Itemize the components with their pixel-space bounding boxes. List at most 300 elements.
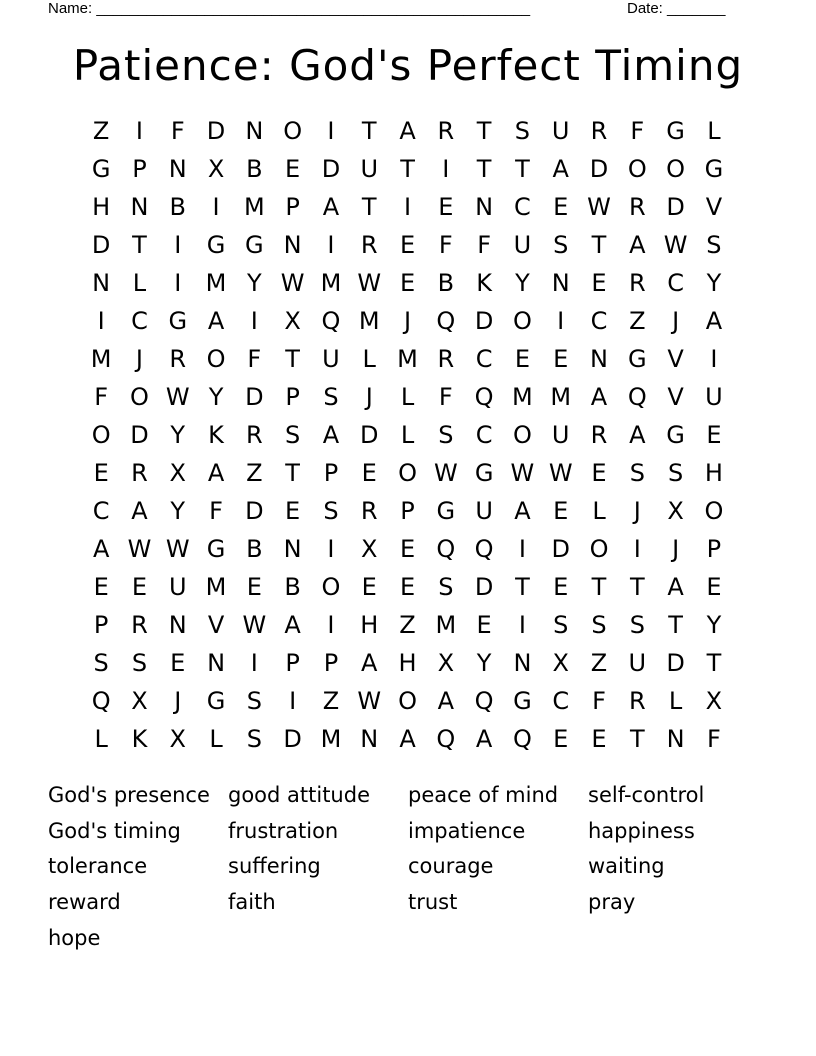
grid-letter[interactable]: L [668,687,683,715]
grid-letter[interactable]: T [132,231,147,259]
grid-letter[interactable]: V [667,383,684,411]
grid-letter[interactable]: W [357,687,382,715]
grid-letter[interactable]: E [361,573,377,601]
grid-letter[interactable]: U [551,117,570,145]
grid-letter[interactable]: A [322,421,340,449]
grid-letter[interactable]: G [206,687,226,715]
grid-letter[interactable]: L [94,725,108,753]
grid-letter[interactable]: U [513,231,532,259]
grid-letter[interactable]: Q [321,307,341,335]
grid-letter[interactable]: G [206,231,226,259]
grid-letter[interactable]: P [706,535,722,563]
grid-letter[interactable]: K [131,725,148,753]
grid-letter[interactable]: E [93,573,109,601]
grid-letter[interactable]: M [320,725,342,753]
grid-letter[interactable]: S [323,497,339,525]
grid-letter[interactable]: T [361,193,377,221]
grid-letter[interactable]: A [514,497,531,525]
grid-letter[interactable]: W [510,459,535,487]
grid-letter[interactable]: X [284,307,301,335]
grid-letter[interactable]: R [360,231,378,259]
grid-letter[interactable]: O [512,421,532,449]
grid-letter[interactable]: M [512,383,533,411]
grid-letter[interactable]: G [206,535,226,563]
grid-letter[interactable]: A [705,307,723,335]
grid-letter[interactable]: U [322,345,340,373]
grid-letter[interactable]: D [474,307,494,335]
grid-letter[interactable]: N [666,725,685,753]
grid-letter[interactable]: D [589,155,609,183]
grid-letter[interactable]: T [515,573,530,601]
grid-letter[interactable]: A [399,725,416,753]
word-list-item: faith [228,890,276,915]
grid-letter[interactable]: E [553,725,569,753]
grid-letter[interactable]: T [591,573,607,601]
grid-letter[interactable]: X [169,459,186,487]
grid-letter[interactable]: F [209,497,223,525]
grid-letter[interactable]: Y [247,269,262,297]
word-list-item: happiness [588,818,695,843]
grid-letter[interactable]: F [438,383,453,411]
grid-letter[interactable]: E [706,573,722,601]
grid-letter[interactable]: C [514,193,531,221]
grid-letter[interactable]: V [207,611,225,639]
grid-letter[interactable]: H [92,193,111,221]
grid-letter[interactable]: G [628,345,647,373]
grid-letter[interactable]: A [437,687,455,715]
grid-letter[interactable]: A [399,117,416,145]
grid-letter[interactable]: S [591,611,607,639]
grid-letter[interactable]: S [629,459,645,487]
grid-letter[interactable]: K [476,269,492,297]
grid-letter[interactable]: E [399,269,416,297]
grid-letter[interactable]: E [131,573,148,601]
grid-letter[interactable]: D [321,155,341,183]
grid-letter[interactable]: J [403,307,412,335]
grid-letter[interactable]: Q [436,725,456,753]
grid-letter[interactable]: R [131,459,148,487]
grid-letter[interactable]: E [553,497,569,525]
grid-letter[interactable]: W [357,269,382,297]
grid-letter[interactable]: Q [436,307,456,335]
grid-letter[interactable]: W [587,193,611,221]
grid-letter[interactable]: E [361,459,377,487]
grid-letter[interactable]: I [403,193,412,221]
grid-letter[interactable]: D [551,535,570,563]
grid-letter[interactable]: I [174,269,182,297]
grid-letter[interactable]: F [706,725,721,753]
grid-letter[interactable]: W [165,535,190,563]
grid-letter[interactable]: D [91,231,111,259]
grid-letter[interactable]: U [360,155,379,183]
grid-letter[interactable]: D [666,193,685,221]
grid-letter[interactable]: O [283,117,303,145]
grid-letter[interactable]: R [131,611,148,639]
grid-letter[interactable]: O [627,155,647,183]
grid-letter[interactable]: I [212,193,220,221]
grid-letter[interactable]: I [97,307,105,335]
grid-letter[interactable]: B [437,269,455,297]
grid-letter[interactable]: T [668,611,683,639]
grid-letter[interactable]: S [667,459,684,487]
grid-letter[interactable]: A [322,193,340,221]
grid-letter[interactable]: B [284,573,301,601]
grid-letter[interactable]: I [135,117,143,145]
grid-letter[interactable]: E [514,345,530,373]
grid-letter[interactable]: N [245,117,264,145]
grid-letter[interactable]: X [169,725,186,753]
grid-letter[interactable]: J [633,497,641,525]
grid-letter[interactable]: S [629,611,645,639]
grid-letter[interactable]: Z [92,117,110,145]
grid-letter[interactable]: O [666,155,686,183]
grid-letter[interactable]: S [285,421,301,449]
grid-letter[interactable]: Q [436,535,456,563]
grid-letter[interactable]: E [438,193,454,221]
grid-letter[interactable]: P [285,193,300,221]
grid-letter[interactable]: S [323,383,339,411]
grid-letter[interactable]: F [477,231,492,259]
grid-letter[interactable]: E [591,459,607,487]
grid-letter[interactable]: J [174,687,182,715]
grid-letter[interactable]: G [245,231,264,259]
grid-letter[interactable]: D [359,421,379,449]
grid-letter[interactable]: W [280,269,305,297]
grid-letter[interactable]: P [93,611,109,639]
grid-letter[interactable]: I [327,535,335,563]
grid-letter[interactable]: E [706,421,722,449]
grid-letter[interactable]: F [170,117,185,145]
grid-letter[interactable]: X [552,649,569,677]
grid-letter[interactable]: A [284,611,301,639]
grid-letter[interactable]: L [362,345,376,373]
grid-letter[interactable]: Y [476,649,492,677]
grid-letter[interactable]: M [397,345,418,373]
grid-letter[interactable]: T [591,231,607,259]
grid-letter[interactable]: Q [474,687,494,715]
grid-letter[interactable]: Y [170,421,186,449]
grid-letter[interactable]: I [289,687,297,715]
grid-letter[interactable]: I [633,535,641,563]
grid-letter[interactable]: I [250,649,258,677]
grid-row [82,150,733,188]
grid-letter[interactable]: I [327,231,335,259]
grid-letter[interactable]: G [666,117,685,145]
grid-letter[interactable]: T [361,117,377,145]
grid-letter[interactable]: G [704,155,724,183]
grid-letter[interactable]: W [127,535,152,563]
grid-letter[interactable]: O [512,307,532,335]
grid-letter[interactable]: N [551,269,570,297]
grid-letter[interactable]: V [667,345,684,373]
grid-letter[interactable]: E [399,535,416,563]
grid-letter[interactable]: L [132,269,147,297]
grid-letter[interactable]: E [285,155,301,183]
grid-letter[interactable]: F [94,383,109,411]
grid-letter[interactable]: C [131,307,148,335]
grid-letter[interactable]: D [206,117,226,145]
grid-letter[interactable]: E [285,497,301,525]
grid-letter[interactable]: Y [706,269,722,297]
grid-letter[interactable]: S [514,117,531,145]
grid-letter[interactable]: R [628,193,646,221]
grid-letter[interactable]: A [667,573,684,601]
grid-letter[interactable]: E [476,611,492,639]
grid-letter[interactable]: N [168,155,187,183]
grid-letter[interactable]: J [365,383,373,411]
word-list-item: hope [48,925,101,950]
grid-letter[interactable]: E [553,573,569,601]
grid-letter[interactable]: S [553,611,569,639]
grid-letter[interactable]: E [93,459,109,487]
grid-letter[interactable]: M [205,573,227,601]
grid-letter[interactable]: C [475,345,493,373]
grid-letter[interactable]: L [400,421,415,449]
grid-letter[interactable]: S [246,725,262,753]
grid-letter[interactable]: T [285,345,300,373]
grid-letter[interactable]: N [130,193,149,221]
grid-letter[interactable]: T [400,155,415,183]
grid-letter[interactable]: R [360,497,378,525]
grid-letter[interactable]: R [245,421,263,449]
grid-letter[interactable]: F [592,687,606,715]
grid-letter[interactable]: Y [706,611,722,639]
grid-letter[interactable]: I [250,307,258,335]
grid-letter[interactable]: T [515,155,530,183]
grid-letter[interactable]: O [589,535,609,563]
grid-letter[interactable]: D [245,497,264,525]
grid-letter[interactable]: T [285,459,300,487]
grid-letter[interactable]: G [91,155,111,183]
grid-letter[interactable]: L [707,117,721,145]
grid-letter[interactable]: G [168,307,188,335]
grid-letter[interactable]: Q [474,383,494,411]
grid-letter[interactable]: B [169,193,186,221]
grid-letter[interactable]: O [398,687,417,715]
grid-letter[interactable]: X [437,649,455,677]
grid-letter[interactable]: E [553,193,569,221]
grid-letter[interactable]: L [592,497,606,525]
grid-letter[interactable]: I [557,307,565,335]
grid-letter[interactable]: P [285,383,300,411]
grid-row [82,568,733,606]
grid-letter[interactable]: T [706,649,722,677]
grid-letter[interactable]: E [591,725,607,753]
grid-letter[interactable]: O [704,497,724,525]
grid-letter[interactable]: P [323,459,339,487]
grid-letter[interactable]: C [92,497,110,525]
grid-row [82,112,733,150]
grid-letter[interactable]: C [475,421,493,449]
grid-letter[interactable]: A [590,383,608,411]
grid-letter[interactable]: P [285,649,300,677]
grid-letter[interactable]: P [400,497,415,525]
grid-letter[interactable]: Q [474,535,494,563]
grid-letter[interactable]: S [438,421,454,449]
grid-letter[interactable]: L [400,383,415,411]
grid-letter[interactable]: R [590,421,608,449]
grid-letter[interactable]: B [246,535,263,563]
grid-letter[interactable]: W [548,459,573,487]
grid-letter[interactable]: M [550,383,572,411]
grid-letter[interactable]: U [705,383,723,411]
grid-letter[interactable]: R [590,117,608,145]
grid-letter[interactable]: R [628,687,646,715]
grid-row [82,530,733,568]
grid-letter[interactable]: P [132,155,147,183]
grid-letter[interactable]: I [327,117,335,145]
word-list-item: peace of mind [408,783,559,807]
grid-letter[interactable]: M [320,269,342,297]
grid-letter[interactable]: F [438,231,453,259]
grid-letter[interactable]: N [283,231,302,259]
grid-letter[interactable]: E [591,269,607,297]
grid-letter[interactable]: E [246,573,262,601]
grid-letter[interactable]: D [130,421,149,449]
grid-letter[interactable]: A [131,497,148,525]
grid-letter[interactable]: L [209,725,223,753]
grid-letter[interactable]: Q [512,725,532,753]
grid-letter[interactable]: X [361,535,378,563]
grid-letter[interactable]: Y [515,269,530,297]
grid-letter[interactable]: M [243,193,265,221]
grid-letter[interactable]: U [168,573,187,601]
grid-letter[interactable]: R [628,269,646,297]
grid-letter[interactable]: M [358,307,380,335]
grid-letter[interactable]: I [710,345,718,373]
grid-letter[interactable]: C [667,269,684,297]
grid-letter[interactable]: S [706,231,722,259]
grid-letter[interactable]: N [207,649,226,677]
grid-letter[interactable]: Z [590,649,608,677]
grid-letter[interactable]: Y [208,383,224,411]
grid-letter[interactable]: J [672,535,680,563]
grid-letter[interactable]: X [667,497,684,525]
grid-letter[interactable]: S [131,649,148,677]
grid-letter[interactable]: H [360,611,379,639]
grid-letter[interactable]: A [475,725,493,753]
grid-letter[interactable]: M [435,611,457,639]
grid-letter[interactable]: Z [246,459,263,487]
grid-letter[interactable]: S [93,649,109,677]
grid-letter[interactable]: A [92,535,110,563]
grid-letter[interactable]: N [513,649,532,677]
grid-letter[interactable]: I [442,155,450,183]
grid-letter[interactable]: E [399,231,416,259]
grid-letter[interactable]: N [475,193,494,221]
grid-letter[interactable]: I [174,231,182,259]
grid-row [82,340,733,378]
date-field-label: Date: _______ [627,0,726,17]
grid-letter[interactable]: P [323,649,339,677]
grid-letter[interactable]: I [518,535,526,563]
grid-letter[interactable]: T [476,117,492,145]
grid-letter[interactable]: E [553,345,569,373]
grid-letter[interactable]: T [629,725,645,753]
grid-letter[interactable]: Q [91,687,111,715]
grid-letter[interactable]: X [131,687,148,715]
grid-letter[interactable]: M [205,269,227,297]
grid-letter[interactable]: C [590,307,608,335]
grid-letter[interactable]: R [437,345,455,373]
grid-letter[interactable]: O [130,383,149,411]
grid-letter[interactable]: R [169,345,187,373]
grid-letter[interactable]: S [438,573,454,601]
grid-letter[interactable]: K [208,421,224,449]
grid-letter[interactable]: V [705,193,723,221]
grid-letter[interactable]: D [666,649,685,677]
grid-letter[interactable]: Z [629,307,646,335]
grid-letter[interactable]: R [437,117,455,145]
grid-letter[interactable]: D [245,383,264,411]
grid-letter[interactable]: F [247,345,262,373]
grid-letter[interactable]: T [629,573,645,601]
grid-letter[interactable]: X [207,155,225,183]
grid-letter[interactable]: A [207,459,225,487]
grid-letter[interactable]: T [476,155,492,183]
grid-letter[interactable]: U [551,421,570,449]
grid-letter[interactable]: U [475,497,493,525]
grid-letter[interactable]: A [552,155,569,183]
grid-letter[interactable]: G [436,497,456,525]
grid-letter[interactable]: S [553,231,569,259]
grid-letter[interactable]: S [246,687,262,715]
grid-letter[interactable]: Z [399,611,416,639]
grid-letter[interactable]: D [283,725,302,753]
grid-letter[interactable]: G [666,421,685,449]
grid-letter[interactable]: W [165,383,190,411]
grid-letter[interactable]: A [629,421,646,449]
grid-letter[interactable]: J [135,345,143,373]
grid-letter[interactable]: I [518,611,526,639]
grid-letter[interactable]: Q [627,383,647,411]
grid-letter[interactable]: Z [322,687,340,715]
grid-letter[interactable]: J [672,307,680,335]
grid-letter[interactable]: N [590,345,608,373]
grid-letter[interactable]: H [704,459,723,487]
grid-letter[interactable]: D [474,573,494,601]
grid-letter[interactable]: A [361,649,378,677]
grid-letter[interactable]: X [705,687,723,715]
grid-letter[interactable]: A [629,231,646,259]
grid-letter[interactable]: F [630,117,645,145]
grid-letter[interactable]: A [207,307,225,335]
grid-letter[interactable]: M [90,345,112,373]
grid-letter[interactable]: G [513,687,532,715]
grid-letter[interactable]: E [399,573,416,601]
grid-letter[interactable]: W [433,459,458,487]
grid-letter[interactable]: N [360,725,379,753]
grid-letter[interactable]: N [92,269,111,297]
grid-letter[interactable]: O [206,345,226,373]
grid-letter[interactable]: O [398,459,417,487]
grid-letter[interactable]: N [283,535,302,563]
grid-letter[interactable]: Y [170,497,186,525]
word-list-item: waiting [588,854,665,879]
grid-letter[interactable]: O [321,573,341,601]
grid-letter[interactable]: H [398,649,417,677]
grid-letter[interactable]: E [170,649,186,677]
grid-letter[interactable]: B [246,155,263,183]
grid-letter[interactable]: G [474,459,494,487]
grid-letter[interactable]: I [327,611,335,639]
grid-letter[interactable]: U [628,649,647,677]
grid-letter[interactable]: W [242,611,267,639]
grid-letter[interactable]: O [91,421,111,449]
grid-letter[interactable]: N [168,611,187,639]
grid-letter[interactable]: C [552,687,570,715]
grid-letter[interactable]: W [663,231,688,259]
